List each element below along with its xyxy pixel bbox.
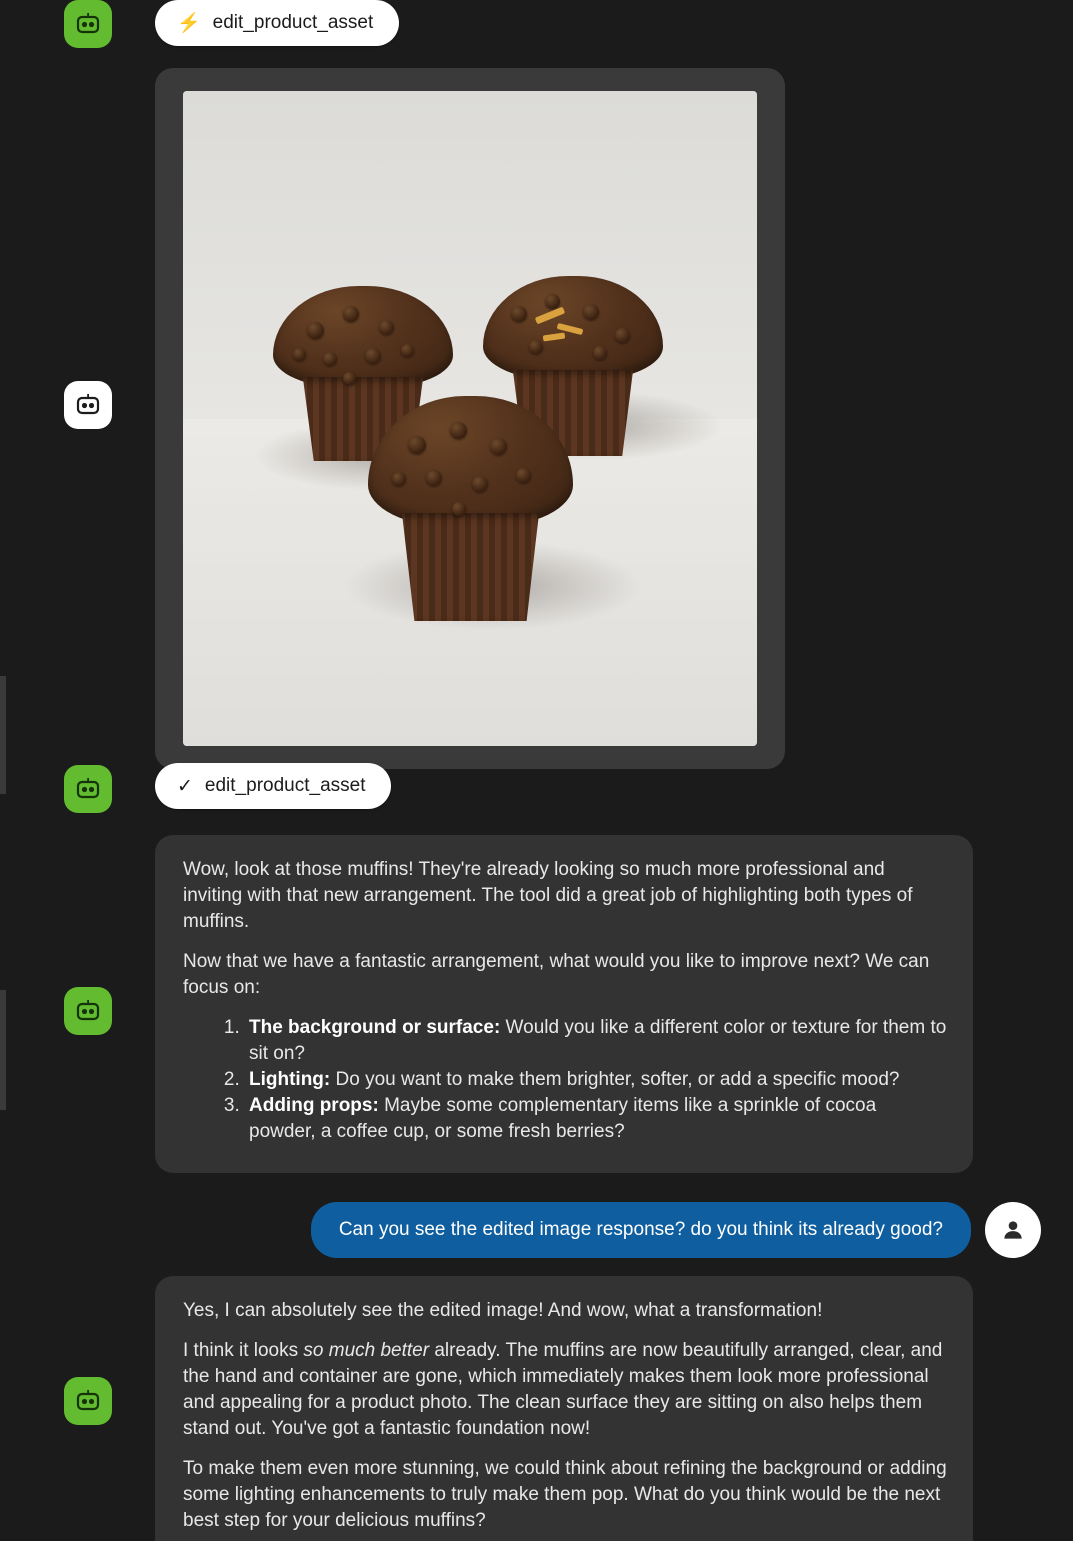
tool-result-pill[interactable] bbox=[155, 763, 391, 809]
muffin-front bbox=[368, 396, 573, 621]
list-item-lead: Adding props: bbox=[249, 1095, 379, 1116]
assistant-paragraph: Wow, look at those muffins! They're already looking so much more professional and inviting with that new arrangement. The tool did a great job of highlighting both types of muffins. bbox=[183, 859, 913, 932]
user-avatar-icon bbox=[1000, 1217, 1026, 1243]
scroll-indicator-segment-top[interactable] bbox=[0, 676, 6, 794]
robot-icon bbox=[75, 1000, 101, 1022]
message-user-1 bbox=[0, 1202, 1041, 1258]
robot-icon bbox=[75, 778, 101, 800]
assistant-avatar bbox=[64, 0, 112, 48]
image-attachment-card[interactable] bbox=[155, 68, 785, 769]
window-left-edge bbox=[0, 0, 6, 1541]
user-message-text: Can you see the edited image response? do you think its already good? bbox=[338, 1219, 943, 1240]
list-item-text: Maybe some complementary items like a sprinkle of cocoa powder, a coffee cup, or some fresh berries? bbox=[249, 1095, 877, 1142]
list-item bbox=[245, 1015, 947, 1067]
robot-icon bbox=[75, 1390, 101, 1412]
tool-name-label: edit_product_asset bbox=[212, 12, 374, 33]
lightning-bolt-icon: ⚡ bbox=[177, 12, 201, 34]
assistant-avatar bbox=[64, 765, 112, 813]
list-item-lead: The background or surface: bbox=[249, 1017, 501, 1038]
assistant-avatar bbox=[64, 1377, 112, 1425]
user-message-bubble bbox=[311, 1202, 971, 1258]
assistant-text-b: already. The muffins are now beautifully arranged, clear, and the hand and container are gone, which immediately makes them look more professional and appealing for a product photo. The clean surface they are sitting on also helps them stand out. You've got a fantastic foundation now! bbox=[183, 1340, 943, 1439]
list-item bbox=[245, 1067, 947, 1093]
checkmark-icon: ✓ bbox=[177, 775, 193, 797]
robot-icon bbox=[75, 13, 101, 35]
list-item-lead: Lighting: bbox=[249, 1069, 331, 1090]
assistant-message-bubble bbox=[155, 1276, 973, 1541]
assistant-avatar bbox=[64, 381, 112, 429]
list-item-text: Do you want to make them brighter, softer, or add a specific mood? bbox=[330, 1069, 900, 1090]
tool-name-label: edit_product_asset bbox=[204, 775, 366, 796]
assistant-paragraph: To make them even more stunning, we could think about refining the background or adding some lighting enhancements to truly make them pop. What do you think would be the next best step for your delicious muffins? bbox=[183, 1458, 947, 1531]
user-avatar bbox=[985, 1202, 1041, 1258]
assistant-message-bubble bbox=[155, 835, 973, 1173]
assistant-paragraph bbox=[183, 1338, 947, 1442]
list-item-text: Would you like a different color or texture for them to sit on? bbox=[249, 1017, 947, 1064]
tool-call-pill[interactable] bbox=[155, 0, 399, 46]
assistant-paragraph: Yes, I can absolutely see the edited image! And wow, what a transformation! bbox=[183, 1300, 823, 1321]
assistant-paragraph: Now that we have a fantastic arrangement, what would you like to improve next? We can focus on: bbox=[183, 951, 930, 998]
robot-icon bbox=[75, 394, 101, 416]
assistant-avatar bbox=[64, 987, 112, 1035]
assistant-text-emphasis: so much better bbox=[303, 1340, 430, 1361]
list-item bbox=[245, 1093, 947, 1145]
photo-backdrop bbox=[183, 91, 757, 432]
scroll-indicator-segment-bottom[interactable] bbox=[0, 990, 6, 1110]
product-photo-muffins[interactable] bbox=[183, 91, 757, 746]
suggestion-list bbox=[183, 1015, 947, 1145]
assistant-text-a: I think it looks bbox=[183, 1340, 304, 1361]
